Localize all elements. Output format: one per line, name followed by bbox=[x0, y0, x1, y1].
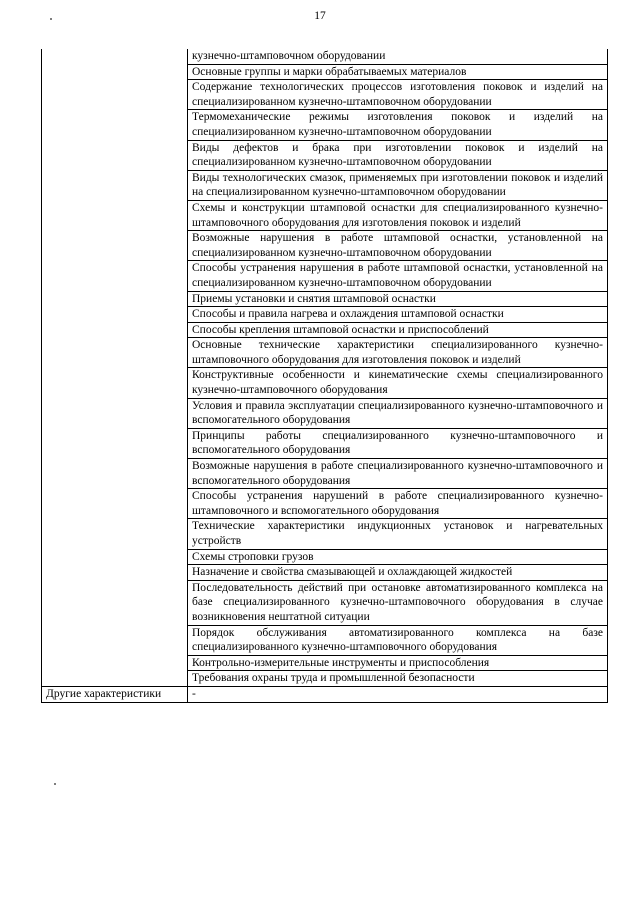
knowledge-item: Способы крепления штамповой оснастки и приспособлений bbox=[188, 322, 608, 338]
knowledge-item: Основные группы и марки обрабатываемых материалов bbox=[188, 64, 608, 80]
knowledge-item: Технические характеристики индукционных установок и нагревательных устройств bbox=[188, 519, 608, 549]
knowledge-item: Требования охраны труда и промышленной безопасности bbox=[188, 671, 608, 687]
requirements-table-body bbox=[42, 49, 608, 702]
knowledge-item: Содержание технологических процессов изготовления поковок и изделий на специализированном кузнечно-штамповочном оборудовании bbox=[188, 80, 608, 110]
scan-speck bbox=[50, 18, 52, 20]
knowledge-item: Способы и правила нагрева и охлаждения штамповой оснастки bbox=[188, 307, 608, 323]
other-characteristics-row bbox=[42, 686, 608, 702]
knowledge-item: Назначение и свойства смазывающей и охлаждающей жидкостей bbox=[188, 565, 608, 581]
knowledge-item: Условия и правила эксплуатации специализированного кузнечно-штамповочного и вспомогательного оборудования bbox=[188, 398, 608, 428]
knowledge-item: Конструктивные особенности и кинематические схемы специализированного кузнечно-штамповочного оборудования bbox=[188, 368, 608, 398]
page-number: 17 bbox=[314, 10, 326, 22]
knowledge-item: Последовательность действий при остановке автоматизированного комплекса на базе специализированного кузнечно-штамповочного оборудования в случае возникновения нештатной ситуации bbox=[188, 580, 608, 625]
category-cell bbox=[42, 49, 188, 686]
knowledge-item: Схемы строповки грузов bbox=[188, 549, 608, 565]
knowledge-item: Схемы и конструкции штамповой оснастки для специализированного кузнечно-штамповочного оборудования для изготовления поковок и изделий bbox=[188, 200, 608, 230]
table-row bbox=[42, 49, 608, 64]
knowledge-item: Термомеханические режимы изготовления поковок и изделий на специализированном кузнечно-штамповочном оборудовании bbox=[188, 110, 608, 140]
knowledge-item: Виды дефектов и брака при изготовлении поковок и изделий на специализированном кузнечно-штамповочном оборудовании bbox=[188, 140, 608, 170]
knowledge-item: Способы устранения нарушения в работе штамповой оснастки, установленной на специализированном кузнечно-штамповочном оборудовании bbox=[188, 261, 608, 291]
knowledge-item: Основные технические характеристики специализированного кузнечно-штамповочного оборудования для изготовления поковок и изделий bbox=[188, 338, 608, 368]
knowledge-item: Контрольно-измерительные инструменты и приспособления bbox=[188, 655, 608, 671]
knowledge-item: Порядок обслуживания автоматизированного комплекса на базе специализированного кузнечно-штамповочного оборудования bbox=[188, 625, 608, 655]
knowledge-item: Возможные нарушения в работе специализированного кузнечно-штамповочного и вспомогательного оборудования bbox=[188, 459, 608, 489]
knowledge-item: кузнечно-штамповочном оборудовании bbox=[188, 49, 608, 64]
knowledge-item: Виды технологических смазок, применяемых при изготовлении поковок и изделий на специализированном кузнечно-штамповочном оборудовании bbox=[188, 170, 608, 200]
other-characteristics-label: Другие характеристики bbox=[42, 686, 188, 702]
scan-speck bbox=[54, 783, 56, 785]
knowledge-item: Способы устранения нарушений в работе специализированного кузнечно-штамповочного и вспомогательного оборудования bbox=[188, 489, 608, 519]
knowledge-item: Возможные нарушения в работе штамповой оснастки, установленной на специализированном кузнечно-штамповочном оборудовании bbox=[188, 231, 608, 261]
other-characteristics-value: - bbox=[188, 686, 608, 702]
knowledge-item: Принципы работы специализированного кузнечно-штамповочного и вспомогательного оборудования bbox=[188, 428, 608, 458]
knowledge-item: Приемы установки и снятия штамповой оснастки bbox=[188, 291, 608, 307]
requirements-table bbox=[41, 49, 608, 703]
